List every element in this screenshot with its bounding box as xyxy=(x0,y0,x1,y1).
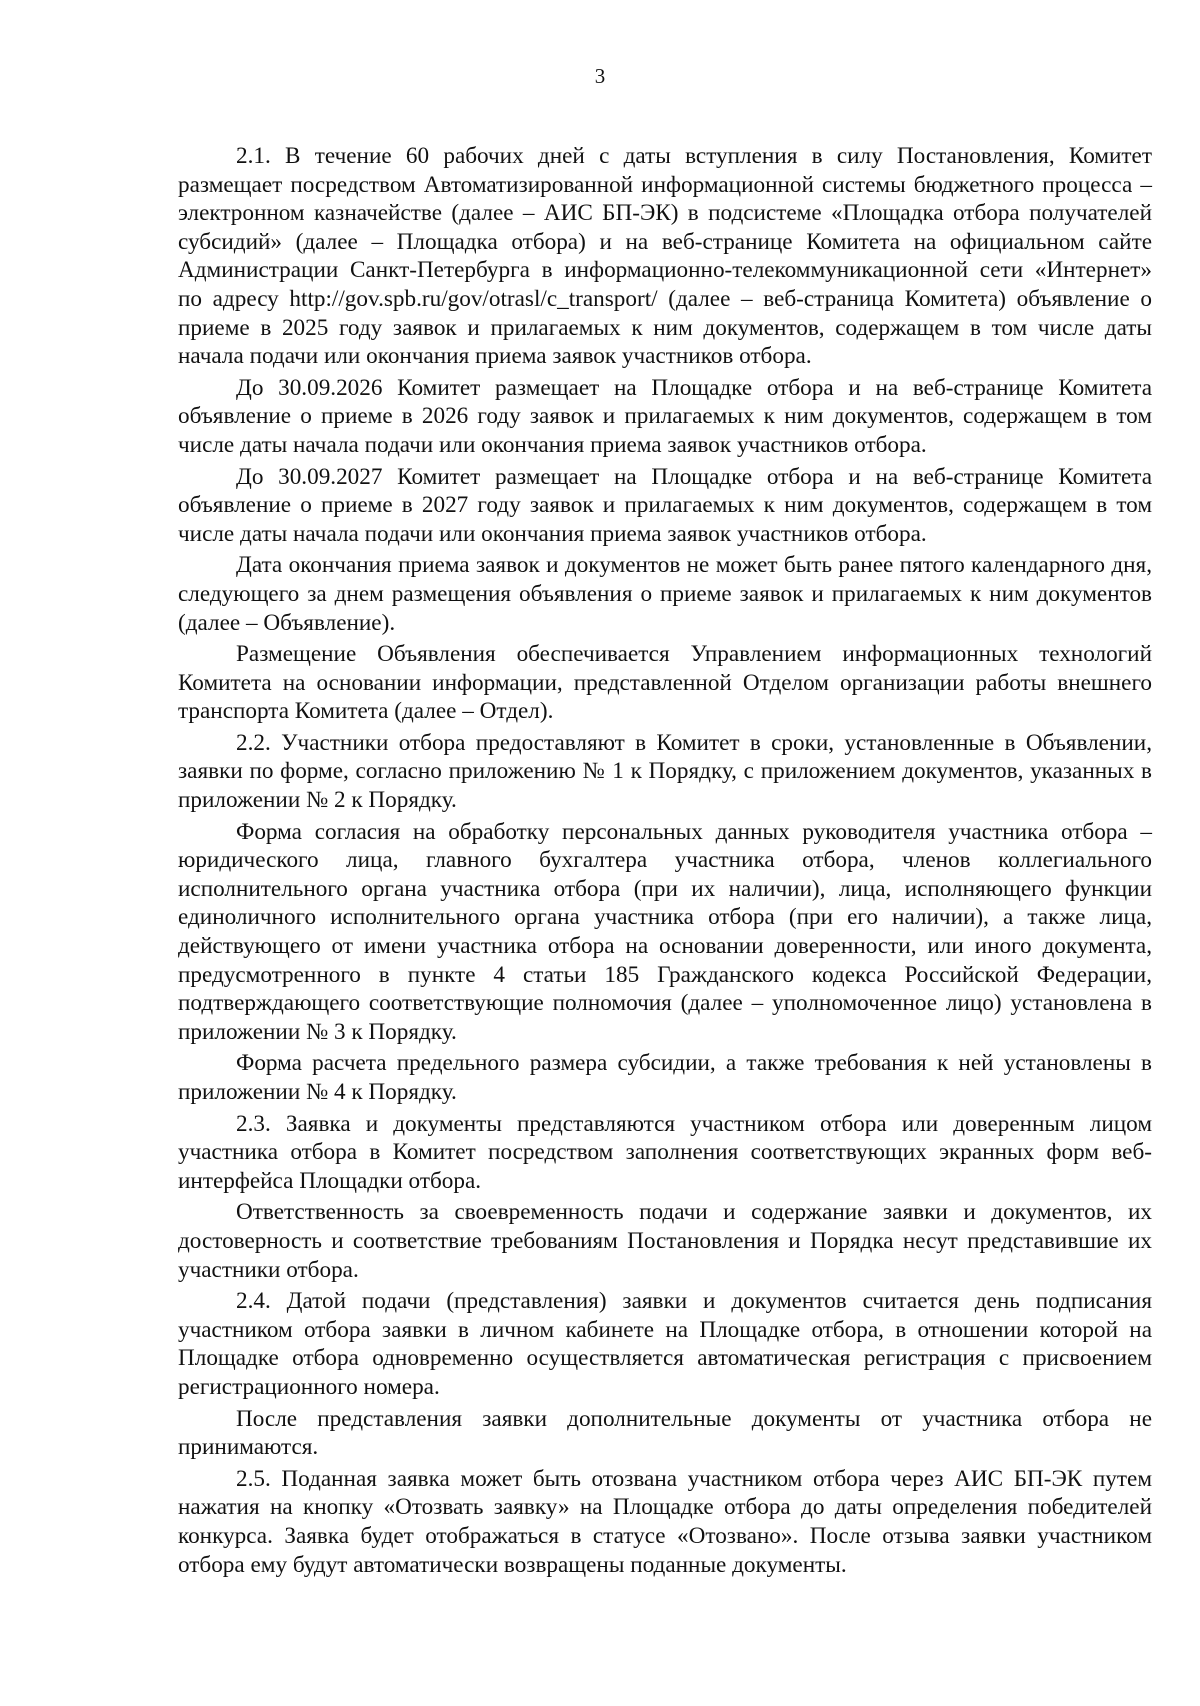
paragraph-2-1: 2.1. В течение 60 рабочих дней с даты вступления в силу Постановления, Комитет размещает посредством Автоматизированной информационной системы бюджетного процесса – электронном казначействе (далее – АИС БП-ЭК) в подсистеме «Площадка отбора получателей субсидий» (далее – Площадка отбора) и на веб-странице Комитета на официальном сайте Администрации Санкт-Петербурга в информационно-телекоммуникационной сети «Интернет» по адресу http://gov.spb.ru/gov/otrasl/c_transport/ (далее – веб-страница Комитета) объявление о приеме в 2025 году заявок и прилагаемых к ним документов, содержащем в том числе даты начала подачи или окончания приема заявок участников отбора. xyxy=(178,143,1152,370)
paragraph-no-additional-docs: После представления заявки дополнительные документы от участника отбора не принимаются. xyxy=(178,1405,1152,1461)
paragraph-consent-form: Форма согласия на обработку персональных данных руководителя участника отбора – юридического лица, главного бухгалтера участника отбора, членов коллегиального исполнительного органа участника отбора (при их наличии), лица, исполняющего функции единоличного исполнительного органа участника отбора (при его наличии), а также лица, действующего от имени участника отбора на основании доверенности, или иного документа, предусмотренного в пункте 4 статьи 185 Гражданского кодекса Российской Федерации, подтверждающего соответствующие полномочия (далее – уполномоченное лицо) установлена в приложении № 3 к Порядку. xyxy=(178,818,1152,1045)
document-body xyxy=(178,142,1152,1579)
paragraph-end-date: Дата окончания приема заявок и документов не может быть ранее пятого календарного дня, следующего за днем размещения объявления о приеме заявок и прилагаемых к ним документов (далее – Объявление). xyxy=(178,552,1152,636)
paragraph-2-5: 2.5. Поданная заявка может быть отозвана участником отбора через АИС БП-ЭК путем нажатия на кнопку «Отозвать заявку» на Площадке отбора до даты определения победителей конкурса. Заявка будет отображаться в статусе «Отозвано». После отзыва заявки участником отбора ему будут автоматически возвращены поданные документы. xyxy=(178,1465,1152,1578)
paragraph-deadline-2027: До 30.09.2027 Комитет размещает на Площадке отбора и на веб-странице Комитета объявление о приеме в 2027 году заявок и прилагаемых к ним документов, содержащем в том числе даты начала подачи или окончания приема заявок участников отбора. xyxy=(178,463,1152,547)
paragraph-2-3: 2.3. Заявка и документы представляются участником отбора или доверенным лицом участника отбора в Комитет посредством заполнения соответствующих экранных форм веб-интерфейса Площадки отбора. xyxy=(178,1110,1152,1194)
paragraph-2-4: 2.4. Датой подачи (представления) заявки и документов считается день подписания участником отбора заявки в личном кабинете на Площадке отбора, в отношении которой на Площадке отбора одновременно осуществляется автоматическая регистрация с присвоением регистрационного номера. xyxy=(178,1288,1152,1400)
paragraph-responsibility: Ответственность за своевременность подачи и содержание заявки и документов, их достоверность и соответствие требованиям Постановления и Порядка несут представившие их участники отбора. xyxy=(178,1199,1152,1283)
page-number: 3 xyxy=(594,64,606,88)
paragraph-subsidy-form: Форма расчета предельного размера субсидии, а также требования к ней установлены в приложении № 4 к Порядку. xyxy=(178,1050,1152,1105)
paragraph-placement: Размещение Объявления обеспечивается Управлением информационных технологий Комитета на основании информации, представленной Отделом организации работы внешнего транспорта Комитета (далее – Отдел). xyxy=(178,641,1152,725)
paragraph-deadline-2026: До 30.09.2026 Комитет размещает на Площадке отбора и на веб-странице Комитета объявление о приеме в 2026 году заявок и прилагаемых к ним документов, содержащем в том числе даты начала подачи или окончания приема заявок участников отбора. xyxy=(178,374,1152,458)
paragraph-2-2: 2.2. Участники отбора предоставляют в Комитет в сроки, установленные в Объявлении, заявки по форме, согласно приложению № 1 к Порядку, с приложением документов, указанных в приложении № 2 к Порядку. xyxy=(178,729,1152,814)
